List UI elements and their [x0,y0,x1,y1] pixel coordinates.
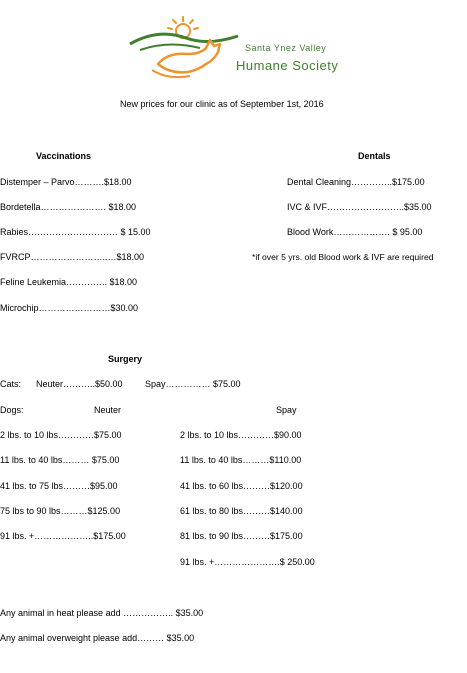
vaccination-item: FVRCP……………………..…$18.00 [0,252,145,262]
spay-item: 2 lbs. to 10 lbs…………$90.00 [180,430,302,440]
neuter-item: 75 lbs to 90 lbs………$125.00 [0,506,121,516]
vaccination-item: Feline Leukemia………….. $18.00 [0,277,138,287]
spay-item: 61 lbs. to 80 lbs………$140.00 [180,506,303,516]
dentals-heading: Dentals [358,151,391,161]
dental-item: Blood Work………………. $ 95.00 [287,227,423,237]
neuter-item: 2 lbs. to 10 lbs…………$75.00 [0,430,122,440]
neuter-item: 11 lbs. to 40 lbs……… $75.00 [0,455,120,465]
spay-item: 11 lbs. to 40 lbs………$110.00 [180,455,302,465]
dogs-label: Dogs: [0,405,24,415]
vaccination-item: Microchip……………………$30.00 [0,303,139,313]
cats-label: Cats: [0,379,22,389]
dental-item: Dental Cleaning…………..$175.00 [287,177,425,187]
cats-neuter: Neuter………..$50.00 [36,379,123,389]
humane-society-logo [128,14,248,84]
vaccination-item: Bordetella…………………. $18.00 [0,202,137,212]
vaccinations-heading: Vaccinations [36,151,92,161]
neuter-item: 91 lbs. +………………..$175.00 [0,531,126,541]
spay-item: 91 lbs. +………………….$ 250.00 [180,557,315,567]
org-name-line1: Santa Ynez Valley [245,43,327,53]
cats-spay: Spay…………… $75.00 [145,379,241,389]
extra-fee: Any animal overweight please add……… $35.00 [0,633,195,643]
spay-heading: Spay [276,405,297,415]
vaccination-item: Distemper – Parvo……….$18.00 [0,177,132,187]
dental-note: *if over 5 yrs. old Blood work & IVF are required [252,252,434,262]
extra-fee: Any animal in heat please add …………….. $35.00 [0,608,204,618]
neuter-item: 41 lbs. to 75 lbs………$95.00 [0,481,118,491]
vaccination-item: Rabies………………………… $ 15.00 [0,227,151,237]
spay-item: 81 lbs. to 90 lbs………$175.00 [180,531,303,541]
neuter-heading: Neuter [94,405,122,415]
page-subtitle: New prices for our clinic as of September 1st, 2016 [120,99,324,109]
surgery-heading: Surgery [108,354,143,364]
dental-item: IVC & IVF……………………..$35.00 [287,202,432,212]
spay-item: 41 lbs. to 60 lbs………$120.00 [180,481,303,491]
org-name-line2: Humane Society [236,58,339,73]
